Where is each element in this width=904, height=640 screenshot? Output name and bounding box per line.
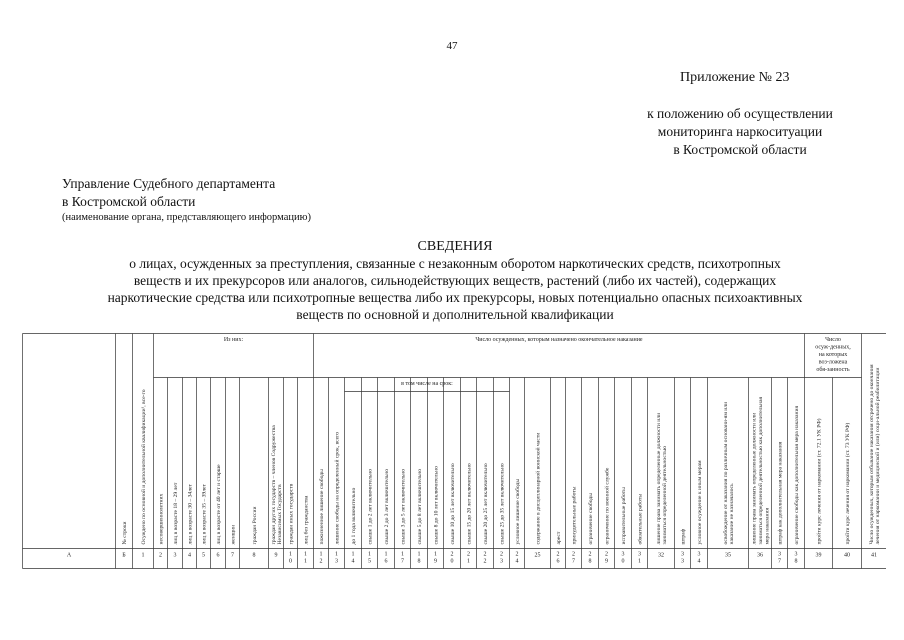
column-header-7: женщин: [230, 524, 237, 545]
org-name-line: Управление Судебного департамента: [62, 176, 276, 191]
column-number-41: 41: [871, 552, 877, 559]
column-number-22: 2 2: [483, 551, 487, 565]
column-number-40: 40: [844, 552, 850, 559]
heading-line: о лицах, осужденных за преступления, связанные с незаконным оборотом наркотических средств, психотропных: [129, 256, 781, 271]
column-number-30: 3 0: [621, 551, 625, 565]
column-number-9: 9: [274, 552, 278, 559]
column-number-15: 1 5: [368, 551, 371, 565]
column-header-3: лиц в возрасте 18 – 29 лет: [173, 482, 179, 545]
column-number-28: 2 8: [588, 551, 592, 565]
column-number-17: 1 7: [401, 551, 404, 565]
column-header-16: свыше 2 до 3 лет включительно: [384, 468, 390, 545]
column-number-12: 1 2: [319, 551, 323, 565]
column-header-13: лишение свободы на определенный срок, всего: [334, 431, 341, 545]
column-number-6: 6: [216, 552, 220, 559]
org-name-line: в Костромской области: [62, 194, 196, 209]
org-hint: (наименование органа, представляющего информацию): [62, 212, 311, 223]
column-header-28: ограничение свободы: [588, 493, 594, 545]
column-number-19: 1 9: [434, 551, 437, 565]
column-number-39: 39: [815, 552, 822, 559]
column-header-4: лиц в возрасте 30 – 34лет: [187, 484, 194, 545]
column-number-А: А: [66, 552, 72, 559]
column-header-39: пройти курс лечения от наркомании (ст. 72.1 УК РФ): [816, 418, 823, 545]
column-header-26: арест: [556, 531, 562, 545]
column-number-3: 3: [173, 552, 177, 559]
group-header-treatment: Число осуж-денных, на которых воз-ложена обя-занность: [815, 337, 851, 373]
group-header-of-them: Из них:: [223, 337, 244, 343]
column-number-31: 3 1: [638, 551, 641, 565]
column-header-10: граждан иных государств: [288, 483, 295, 545]
column-number-37: 3 7: [778, 551, 781, 565]
page-number: 47: [446, 40, 458, 52]
column-number-18: 1 8: [417, 551, 421, 565]
column-header-24: условное лишение свободы: [515, 478, 521, 545]
group-header-including-term: в том числе на срок:: [401, 381, 453, 387]
column-number-21: 2 1: [467, 551, 470, 565]
column-number-4: 4: [188, 552, 191, 559]
column-header-35: освобождение от наказания по различным основани-ям илинаказание не назначалось: [722, 401, 736, 545]
document-heading: [60, 238, 850, 323]
appendix-reference: [600, 105, 880, 159]
column-header-18: свыше 5 до 8 лет включительно: [417, 468, 423, 545]
column-header-32: лишение права занимать определенные должности илизаниматься определенной деятельностью: [655, 412, 669, 545]
column-header-34: условное осуждение к иным мерам: [697, 460, 703, 545]
column-number-26: 2 6: [556, 551, 560, 565]
column-number-29: 2 9: [605, 551, 608, 565]
column-header-11: лиц без гражданства: [303, 495, 310, 545]
column-header-31: обязательные работы: [637, 493, 644, 545]
heading-line: наркотические средства или психотропные вещества либо их прекурсоры, новых потенциально опасных психоактивных: [107, 290, 803, 305]
column-number-23: 2 3: [500, 551, 503, 565]
column-header-25: содержание в дисциплинарной воинской части: [535, 432, 542, 545]
column-header-17: свыше 3 до 5 лет включительно: [400, 468, 407, 545]
column-header-Б: № строки: [122, 521, 128, 545]
column-header-29: ограничение по военной службе: [604, 467, 611, 545]
column-header-8: граждан России: [252, 506, 258, 545]
column-header-22: свыше 20 до 25 лет включительно: [483, 463, 489, 545]
column-header-38: ограничение свободы как дополнительная мера наказания: [794, 405, 800, 545]
column-number-14: 1 4: [351, 551, 355, 565]
column-number-11: 1 1: [304, 551, 307, 565]
column-header-30: исправительные работы: [621, 487, 627, 545]
column-number-25: 25: [534, 552, 541, 559]
column-header-14: до 1 года включительно: [351, 487, 357, 545]
column-number-36: 36: [757, 552, 763, 559]
column-number-1: 1: [141, 552, 145, 559]
column-number-38: 3 8: [794, 551, 798, 565]
column-number-33: 3 3: [681, 551, 684, 565]
appendix-ref-line: мониторинга наркоситуации: [657, 124, 823, 139]
column-header-40: пройти курс лечения от наркомании (ст. 73 УК РФ): [845, 422, 851, 545]
column-number-32: 32: [658, 552, 664, 559]
column-header-41: Число осужденных, которым отбывание наказания отсрочено до окончаниялечения от наркомании и медицинской и (или) соци-альной реабилитации: [868, 364, 882, 545]
appendix-title: Приложение № 23: [680, 70, 790, 85]
column-number-7: 7: [231, 552, 234, 559]
column-number-8: 8: [252, 552, 256, 559]
column-number-20: 2 0: [450, 551, 454, 565]
column-header-2: несовершеннолетних: [158, 493, 165, 545]
document-title: СВЕДЕНИЯ: [417, 239, 493, 254]
column-header-27: принудительные работы: [571, 486, 578, 545]
report-form-table: [22, 333, 886, 573]
column-header-9: граждан других государств – членов СодружестваНезависимых Государств: [270, 425, 284, 545]
column-number-24: 2 4: [515, 551, 519, 565]
column-number-16: 1 6: [384, 551, 388, 565]
column-number-35: 35: [725, 552, 731, 559]
appendix-ref-line: в Костромской области: [673, 142, 807, 157]
column-header-20: свыше 10 до 15 лет включительно: [450, 463, 456, 545]
column-number-34: 3 4: [697, 551, 701, 565]
column-header-37: штраф как дополнительная мера наказания: [777, 441, 784, 545]
column-number-10: 1 0: [289, 551, 292, 565]
column-header-23: свыше 25 до 35 лет включительно: [499, 463, 506, 545]
column-number-13: 1 3: [335, 551, 338, 565]
report-form-grid: [22, 333, 886, 573]
reporting-organization: [62, 175, 311, 225]
column-header-33: штраф: [680, 528, 687, 545]
column-header-5: лиц в возрасте 35 – 39лет: [201, 484, 208, 545]
column-header-36: лишение права занимать определенные должности илизаниматься определенной деятельностью как дополнительнаямера наказания: [751, 396, 771, 545]
column-number-27: 2 7: [572, 551, 575, 565]
column-header-15: свыше 1 до 2 лет включительно: [367, 468, 374, 545]
column-header-21: свыше 15 до 20 лет включительно: [466, 463, 473, 545]
column-header-1: Осуждено по основной и дополнительной квалификации¹, все-го: [141, 389, 147, 545]
column-header-19: свыше 8 до 10 лет включительно: [433, 466, 440, 545]
column-number-5: 5: [202, 552, 205, 559]
column-header-12: пожизненное лишение свободы: [319, 469, 325, 545]
column-header-6: лиц в возрасте от 40 лет и старше: [216, 464, 222, 545]
heading-line: веществ по основной и дополнительной квалификации: [296, 307, 614, 322]
heading-line: веществ и их прекурсоров или аналогов, сильнодействующих веществ, растений (либо их частей), содержащих: [133, 273, 777, 288]
appendix-ref-line: к положению об осуществлении: [647, 106, 833, 121]
column-number-Б: Б: [122, 552, 126, 559]
group-header-punishment: Число осужденных, которым назначено окончательное наказание: [475, 337, 643, 343]
column-number-2: 2: [159, 552, 162, 559]
